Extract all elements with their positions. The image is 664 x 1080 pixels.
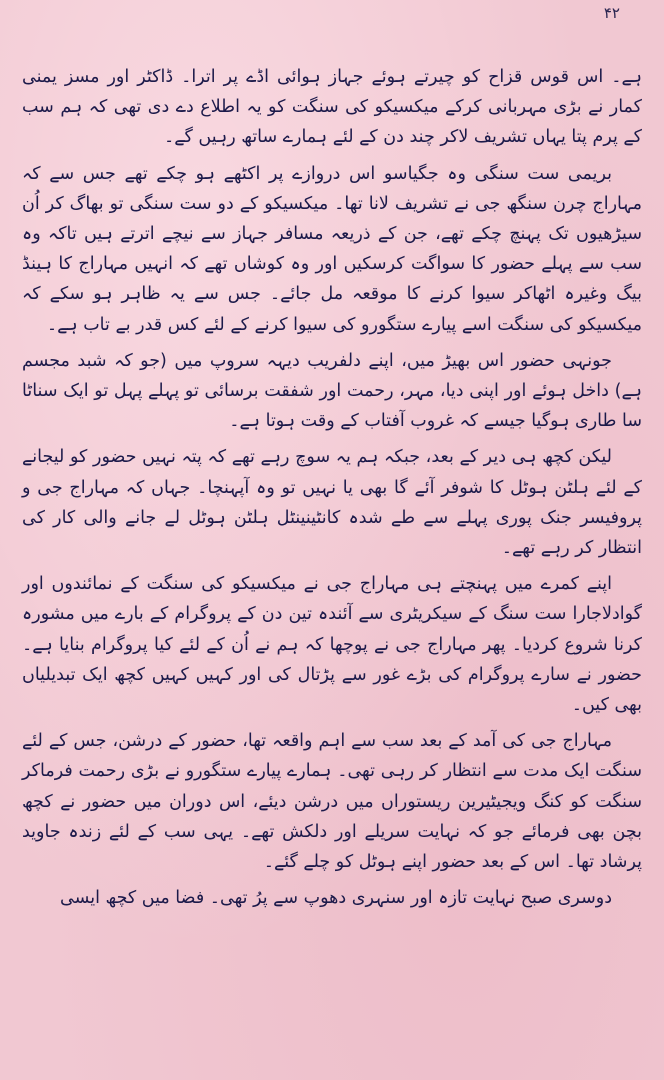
paragraph: جونہی حضور اس بھیڑ میں، اپنے دلفریب دیہہ سروپ میں (جو کہ شبد مجسم ہے) داخل ہوئے اور اپنی دیا، مہر، رحمت اور شفقت برسائی تو پہلے پہل تو ایک سناٹا سا طاری ہوگیا جیسے کہ غروب آفتاب کے وقت ہوتا ہے۔ (22, 350, 642, 432)
paragraph: مہاراج جی کی آمد کے بعد سب سے اہم واقعہ تھا، حضور کے درشن، جس کے لئے سنگت ایک مدت سے انتظار کر رہی تھی۔ ہمارے پیارے ستگورو نے بڑی رحمت فرماکر سنگت کو کنگ ویجیٹیرین ریستوراں میں درشن دیئے، اس دوران میں حضور نے کچھ بچن بھی فرمائے جو کہ نہایت سریلے اور دلکش تھے۔ یہی سب کے لئے زندہ جاوید پرشاد تھا۔ اس کے بعد حضور اپنے ہوٹل کو چلے گئے۔ (22, 731, 642, 873)
page-body (22, 62, 642, 919)
paragraph: دوسری صبح نہایت تازہ اور سنہری دھوپ سے پرُ تھی۔ فضا میں کچھ ایسی (60, 888, 612, 909)
paragraph: لیکن کچھ ہی دیر کے بعد، جبکہ ہم یہ سوچ رہے تھے کہ پتہ نہیں حضور کو لیجانے کے لئے ہلٹن ہوٹل کا شوفر آئے گا بھی یا نہیں تو وہ آپہنچا۔ جہاں کہ مہاراج جی و پروفیسر جنک پوری پہلے سے طے شدہ کانٹینینٹل ہلٹن ہوٹل لے جانے والی کار کی انتظار کر رہے تھے۔ (22, 447, 642, 559)
paragraph: ہے۔ اس قوس قزاح کو چیرتے ہوئے جہاز ہوائی اڈے پر اترا۔ ڈاکٹر اور مسز یمنی کمار نے بڑی مہربانی کرکے میکسیکو کی سنگت کو یہ اطلاع دے دی تھی کہ ہم سب کے پرم پتا یہاں تشریف لاکر چند دن کے لئے ہمارے ساتھ رہیں گے۔ (22, 67, 642, 148)
page-number: ۴۲ (603, 4, 620, 22)
paragraph: بریمی ست سنگی وہ جگیاسو اس دروازے پر اکٹھے ہو چکے تھے جس سے کہ مہاراج چرن سنگھ جی نے تشریف لانا تھا۔ میکسیکو کے دو ست سنگی تو بھاگ کر اُن سیڑھیوں تک پہنچ چکے تھے، جن کے ذریعہ مسافر جہاز سے نیچے اترتے ہیں تاکہ وہ سب سے پہلے حضور کا سواگت کرسکیں اور وہ کوشاں تھے کہ انہیں مہاراج کا ہینڈ بیگ وغیرہ اٹھاکر سیوا کرنے کا موقعہ مل جائے۔ جس سے یہ ظاہر ہو سکے کہ میکسیکو کی سنگت اسے پیارے ستگورو کی سیوا کرنے کے لئے کس قدر بے تاب ہے۔ (22, 163, 642, 335)
paragraph: اپنے کمرے میں پہنچتے ہی مہاراج جی نے میکسیکو کی سنگت کے نمائندوں اور گوادلاجارا ست سنگ کے سیکریٹری سے آئندہ تین دن کے پروگرام کے بارے میں مشورہ کرنا شروع کردیا۔ پھر مہاراج جی نے پوچھا کہ ہم نے اُن کے لئے کیا پروگرام بنایا ہے۔ حضور نے سارے پروگرام کی بڑے غور سے پڑتال کی اور کہیں کہیں کچھ ایک تبدیلیاں بھی کیں۔ (22, 574, 642, 716)
